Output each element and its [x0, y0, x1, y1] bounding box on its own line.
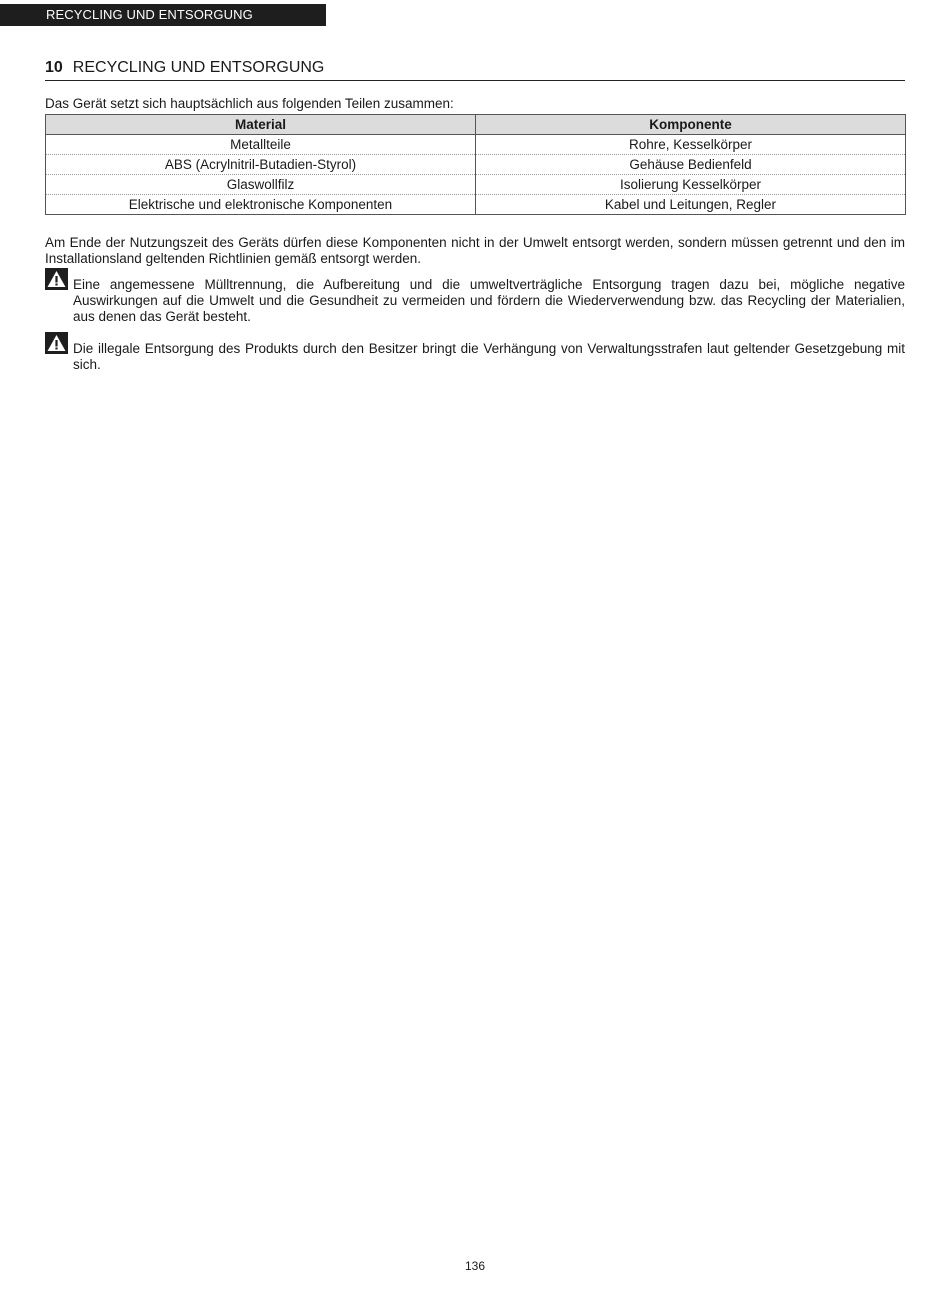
warning-icon	[45, 268, 68, 290]
material-cell: Metallteile	[46, 135, 476, 155]
component-cell: Kabel und Leitungen, Regler	[476, 195, 906, 215]
table-row	[46, 135, 906, 155]
materials-table	[45, 114, 906, 215]
table-row	[46, 175, 906, 195]
disposal-paragraph: Am Ende der Nutzungszeit des Geräts dürfen diese Komponenten nicht in der Umwelt entsorgt werden, sondern müssen getrennt und den im Installationsland geltenden Richtlinien gemäß entsorgt werden.	[45, 235, 905, 266]
warning-text: Die illegale Entsorgung des Produkts durch den Besitzer bringt die Verhängung von Verwaltungsstrafen laut geltender Gesetzgebung mit sich.	[73, 341, 905, 372]
page-number: 136	[464, 1259, 486, 1273]
column-header-component: Komponente	[476, 115, 906, 135]
table-row	[46, 155, 906, 175]
running-header: RECYCLING UND ENTSORGUNG	[0, 4, 326, 26]
component-cell: Rohre, Kesselkörper	[476, 135, 906, 155]
table-row	[46, 195, 906, 215]
warning-text: Eine angemessene Mülltrennung, die Aufbereitung und die umweltverträgliche Entsorgung tragen dazu bei, mögliche negative Auswirkungen auf die Umwelt und die Gesundheit zu vermeiden und fördern die Wiederverwendung bzw. das Recycling der Materialien, aus denen das Gerät besteht.	[73, 277, 905, 324]
material-cell: Glaswollfilz	[46, 175, 476, 195]
section-heading	[45, 58, 905, 81]
intro-text: Das Gerät setzt sich hauptsächlich aus folgenden Teilen zusammen:	[45, 96, 454, 111]
component-cell: Isolierung Kesselkörper	[476, 175, 906, 195]
section-title: RECYCLING UND ENTSORGUNG	[72, 59, 325, 76]
material-cell: Elektrische und elektronische Komponenten	[46, 195, 476, 215]
section-number: 10	[45, 59, 63, 76]
table-header-row	[46, 115, 906, 135]
column-header-material: Material	[46, 115, 476, 135]
material-cell: ABS (Acrylnitril-Butadien-Styrol)	[46, 155, 476, 175]
component-cell: Gehäuse Bedienfeld	[476, 155, 906, 175]
warning-icon	[45, 332, 68, 354]
